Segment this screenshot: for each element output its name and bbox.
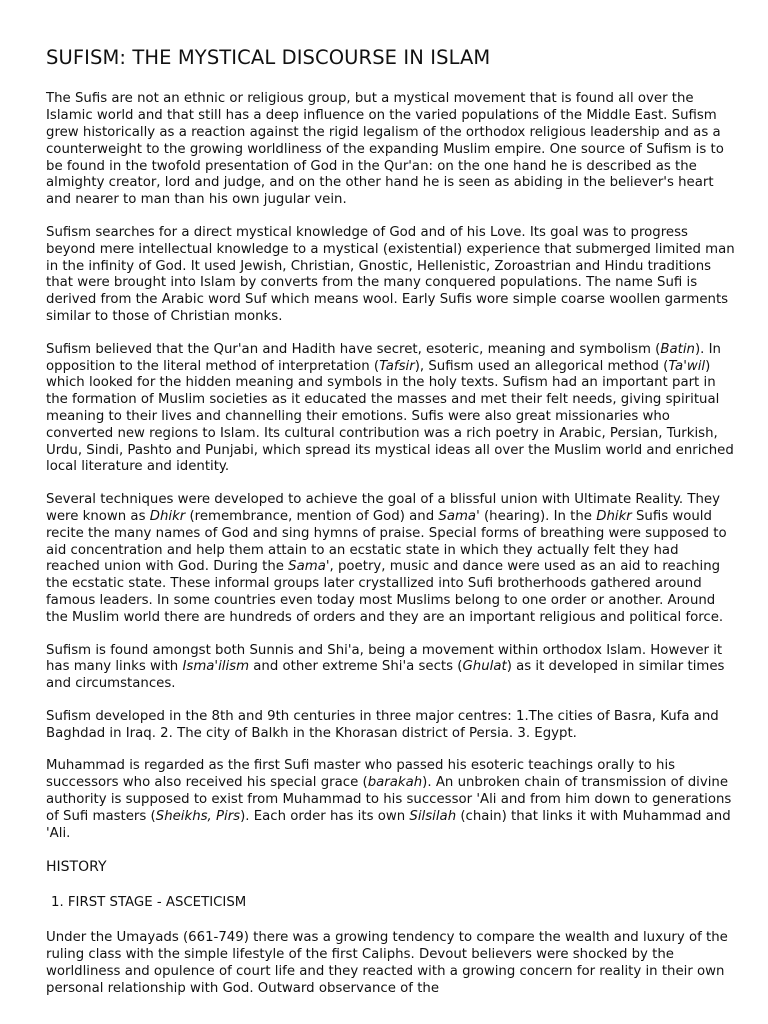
text-span: (remembrance, mention of God) and bbox=[185, 508, 439, 524]
term-barakah: barakah bbox=[367, 775, 423, 791]
paragraph-esoteric-meaning bbox=[46, 342, 736, 476]
text-span: ) which looked for the hidden meaning and symbols in the holy texts. Sufism had an important part in the formation of Muslim societies as it educated the masses and met their felt needs, giving spiritual meaning to their lives and channelling their emotions. Sufis were also great missionaries who converted new regions to Islam. Its cultural contribution was a rich poetry in Arabic, Persian, Turkish, Urdu, Sindi, Pashto and Punjabi, which spread its mystical ideas all over the Muslim world and enriched local literature and identity. bbox=[46, 358, 734, 475]
term-batin: Batin bbox=[660, 341, 695, 357]
term-dhikr: Dhikr bbox=[149, 508, 186, 524]
text-span: Sufism is found amongst both Sunnis and Shi'a, being a movement within orthodox Islam. However it has many links with bbox=[46, 642, 723, 675]
term-tawil: Ta'wil bbox=[668, 358, 706, 374]
text-span: ) as it developed in similar times and circumstances. bbox=[46, 659, 725, 692]
text-span: ' (hearing). In the bbox=[476, 508, 597, 524]
text-span: ), Sufism used an allegorical method ( bbox=[414, 358, 669, 374]
text-span: ). An unbroken chain of transmission of divine authority is supposed to exist from Muhammad to his successor 'Ali and from him down to generations of Sufi masters ( bbox=[46, 775, 732, 824]
term-tafsir: Tafsir bbox=[379, 358, 415, 374]
text-span: ', poetry, music and dance were used as an aid to reaching the ecstatic state. These informal groups later crystallized into Sufi brotherhoods gathered around famous leaders. In some countries even today most Muslims belong to one order or another. Around the Muslim world there are hundreds of orders and they are an important religious and political force. bbox=[46, 559, 724, 625]
text-span: Muhammad is regarded as the first Sufi master who passed his esoteric teachings orally to his successors who also received his special grace ( bbox=[46, 758, 676, 791]
term-silsilah: Silsilah bbox=[409, 808, 457, 824]
text-span: ). Each order has its own bbox=[240, 808, 410, 824]
document-title: SUFISM: THE MYSTICAL DISCOURSE IN ISLAM bbox=[46, 46, 491, 69]
term-dhikr: Dhikr bbox=[596, 508, 632, 524]
paragraph-umayads: Under the Umayads (661-749) there was a growing tendency to compare the wealth and luxury of the ruling class with the simple lifestyle of the first Caliphs. Devout believers were shocked by the worldliness and opulence of court life and they reacted with a growing concern for reality in their own personal relationship with God. Outward observance of the bbox=[46, 930, 728, 996]
text-span: Several techniques were developed to achieve the goal of a blissful union with Ultimate Reality. They were known as bbox=[46, 492, 720, 524]
text-span: Sufism believed that the Qur'an and Hadith have secret, esoteric, meaning and symbolism ( bbox=[46, 341, 661, 357]
text-span: and other extreme Shi'a sects ( bbox=[249, 659, 463, 675]
term-sama: Sama bbox=[288, 559, 326, 575]
paragraph-mystical-knowledge: Sufism searches for a direct mystical knowledge of God and of his Love. Its goal was to progress beyond mere intellectual knowledge to a mystical (existential) experience that submerged limited man in the infinity of God. It used Jewish, Christian, Gnostic, Hellenistic, Zoroastrian and Hindu traditions that were brought into Islam by converts from the many conquered populations. The name Sufi is derived from the Arabic word Suf which means wool. Early Sufis wore simple coarse woollen garments similar to those of Christian monks. bbox=[46, 224, 735, 324]
paragraph-muhammad bbox=[46, 758, 736, 842]
subsection-heading-first-stage: 1. FIRST STAGE - ASCETICISM bbox=[51, 895, 247, 911]
term-ismailism: Isma'ilism bbox=[182, 659, 250, 675]
text-span: Sufis would recite the many names of God and sing hymns of praise. Special forms of breathing were supposed to aid concentration and help them attain to an ecstatic state in which they actually felt they had reached union with God. During the bbox=[46, 508, 727, 575]
text-span: ). In opposition to the literal method of interpretation ( bbox=[46, 341, 721, 374]
term-sama: Sama bbox=[438, 508, 477, 524]
paragraph-intro: The Sufis are not an ethnic or religious group, but a mystical movement that is found all over the Islamic world and that still has a deep influence on the varied populations of the Middle East. Sufism grew historically as a reaction against the rigid legalism of the orthodox religious leadership and as a counterweight to the growing worldliness of the expanding Muslim empire. One source of Sufism is to be found in the twofold presentation of God in the Qur'an: on the one hand he is described as the almighty creator, lord and judge, and on the other hand he is seen as abiding in the believer's heart and nearer to man than his own jugular vein. bbox=[46, 91, 724, 208]
term-sheikhs-pirs: Sheikhs, Pirs bbox=[155, 808, 241, 824]
section-heading-history: HISTORY bbox=[46, 859, 107, 876]
text-span: (chain) that links it with Muhammad and 'Ali. bbox=[46, 808, 731, 841]
paragraph-centres: Sufism developed in the 8th and 9th centuries in three major centres: 1.The cities of Basra, Kufa and Baghdad in Iraq. 2. The city of Balkh in the Khorasan district of Persia. 3. Egypt. bbox=[46, 708, 719, 741]
term-ghulat: Ghulat bbox=[462, 659, 507, 675]
document-page bbox=[46, 46, 736, 1014]
paragraph-techniques bbox=[46, 492, 736, 626]
paragraph-sunnis-shia bbox=[46, 643, 736, 693]
